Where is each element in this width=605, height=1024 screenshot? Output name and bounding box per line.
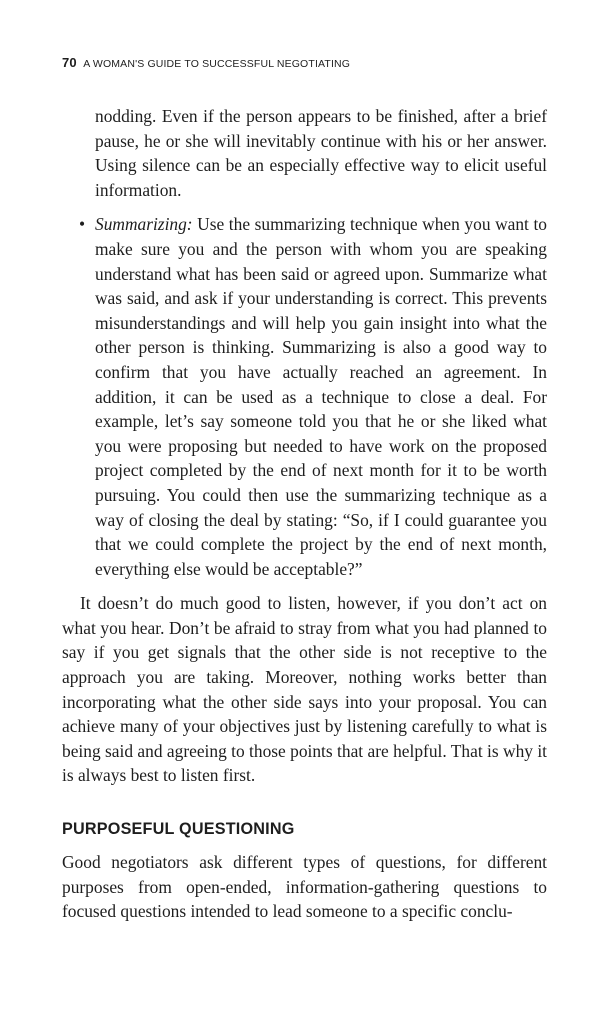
- bullet-text: [95, 212, 547, 581]
- continued-paragraph: nodding. Even if the person appears to be finished, after a brief pause, he or she will inevitably continue with his or her answer. Using silence can be an especially effective way to elicit useful information.: [95, 106, 547, 200]
- bullet-item-summarizing: [62, 212, 547, 581]
- page-content: [62, 104, 547, 924]
- running-head: [62, 55, 350, 70]
- body-paragraph: It doesn’t do much good to listen, however, if you don’t act on what you hear. Don’t be afraid to stray from what you had planned to say if you get signals that the other side is not receptive to the approach you are taking. Moreover, nothing works better than incorporating what the other side says into your proposal. You can achieve many of your objectives just by listening carefully to what is being said and agreeing to those points that are helpful. That is why it is always best to listen first.: [62, 593, 547, 786]
- bullet-term: Summarizing:: [95, 214, 193, 235]
- book-title: A WOMAN'S GUIDE TO SUCCESSFUL NEGOTIATING: [83, 58, 351, 70]
- section-heading: PURPOSEFUL QUESTIONING: [62, 820, 295, 839]
- section-paragraph: Good negotiators ask different types of questions, for different purposes from open-ended, information-gathering questions to focused questions intended to lead someone to a specific conclu-: [62, 852, 547, 922]
- bullet-body: Use the summarizing technique when you want to make sure you and the person with whom you are speaking understand what has been said or agreed upon. Summarize what was said, and ask if your understanding is correct. This prevents misunderstandings and will help you gain insight into what the other person is thinking. Summarizing is also a good way to confirm that you have actually reached an agreement. In addition, it can be used as a technique to close a deal. For example, let’s say someone told you that he or she liked what you were proposing but needed to have work on the proposed project completed by the end of next month for it to be worth pursuing. You could then use the summarizing technique as a way of closing the deal by stating: “So, if I could guarantee you that we could complete the project by the end of next month, everything else would be acceptable?”: [95, 214, 547, 579]
- page-number: 70: [62, 55, 77, 70]
- bullet-icon: •: [79, 214, 86, 235]
